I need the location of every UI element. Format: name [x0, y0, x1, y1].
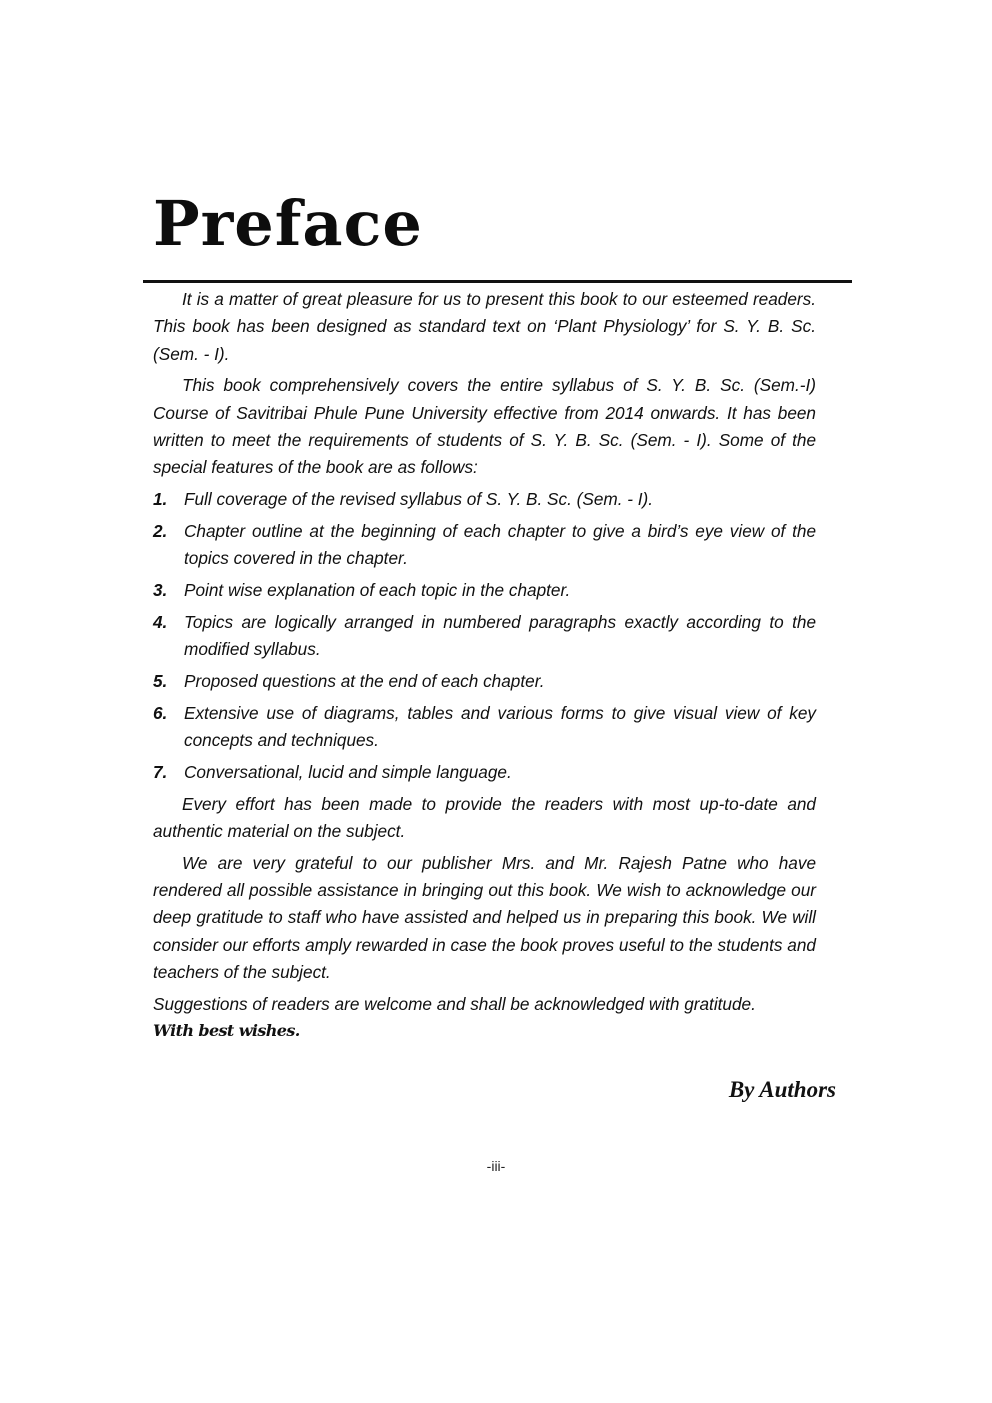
preface-body — [153, 286, 816, 1043]
list-item-text: Extensive use of diagrams, tables and various forms to give visual view of key concepts and techniques. — [184, 702, 816, 750]
list-item-number: 6. — [153, 702, 168, 723]
author-signature: By Authors — [728, 1077, 836, 1102]
list-item — [153, 700, 816, 755]
list-item — [153, 668, 816, 695]
intro-paragraph: This book comprehensively covers the entire syllabus of S. Y. B. Sc. (Sem.-I) Course of Savitribai Phule Pune University effective from 2014 onwards. It has been written to meet the requirements of students of S. Y. B. Sc. (Sem. - I). Some of the special features of the book are as follows: — [153, 375, 816, 478]
list-item-text: Topics are logically arranged in numbered paragraphs exactly according to the modified syllabus. — [184, 611, 816, 660]
list-item-number: 1. — [153, 489, 168, 510]
list-item — [153, 759, 816, 786]
page-title: Preface — [153, 187, 423, 260]
list-item-text: Chapter outline at the beginning of each chapter to give a bird’s eye view of the topics covered in the chapter. — [184, 520, 816, 569]
closing-paragraph: Every effort has been made to provide the readers with most up-to-date and authentic material on the subject. — [153, 793, 816, 841]
list-item-text: Proposed questions at the end of each chapter. — [184, 670, 545, 691]
list-item — [153, 486, 816, 513]
closing-paragraph: We are very grateful to our publisher Mrs. and Mr. Rajesh Patne who have rendered all possible assistance in bringing out this book. We wish to acknowledge our deep gratitude to staff who have assisted and helped us in preparing this book. We will consider our efforts amply rewarded in case the book proves useful to the students and teachers of the subject. — [153, 852, 816, 982]
best-wishes: With best wishes. — [153, 1021, 300, 1041]
list-item — [153, 577, 816, 604]
list-item-number: 2. — [153, 520, 168, 541]
intro-paragraph: It is a matter of great pleasure for us to present this book to our esteemed readers. This book has been designed as standard text on ‘Plant Physiology’ for S. Y. B. Sc. (Sem. - I). — [153, 289, 816, 364]
list-item-number: 5. — [153, 670, 168, 691]
list-item-text: Conversational, lucid and simple language. — [184, 761, 512, 782]
features-list — [153, 486, 816, 786]
list-item — [153, 609, 816, 664]
list-item-number: 7. — [153, 761, 168, 782]
list-item-number: 3. — [153, 579, 168, 600]
title-divider — [143, 280, 852, 283]
suggestions-line: Suggestions of readers are welcome and shall be acknowledged with gratitude. — [153, 993, 756, 1014]
list-item-text: Full coverage of the revised syllabus of S. Y. B. Sc. (Sem. - I). — [184, 489, 654, 510]
page-number: -iii- — [486, 1158, 506, 1174]
list-item-number: 4. — [153, 611, 168, 632]
list-item — [153, 518, 816, 573]
list-item-text: Point wise explanation of each topic in the chapter. — [184, 579, 571, 600]
